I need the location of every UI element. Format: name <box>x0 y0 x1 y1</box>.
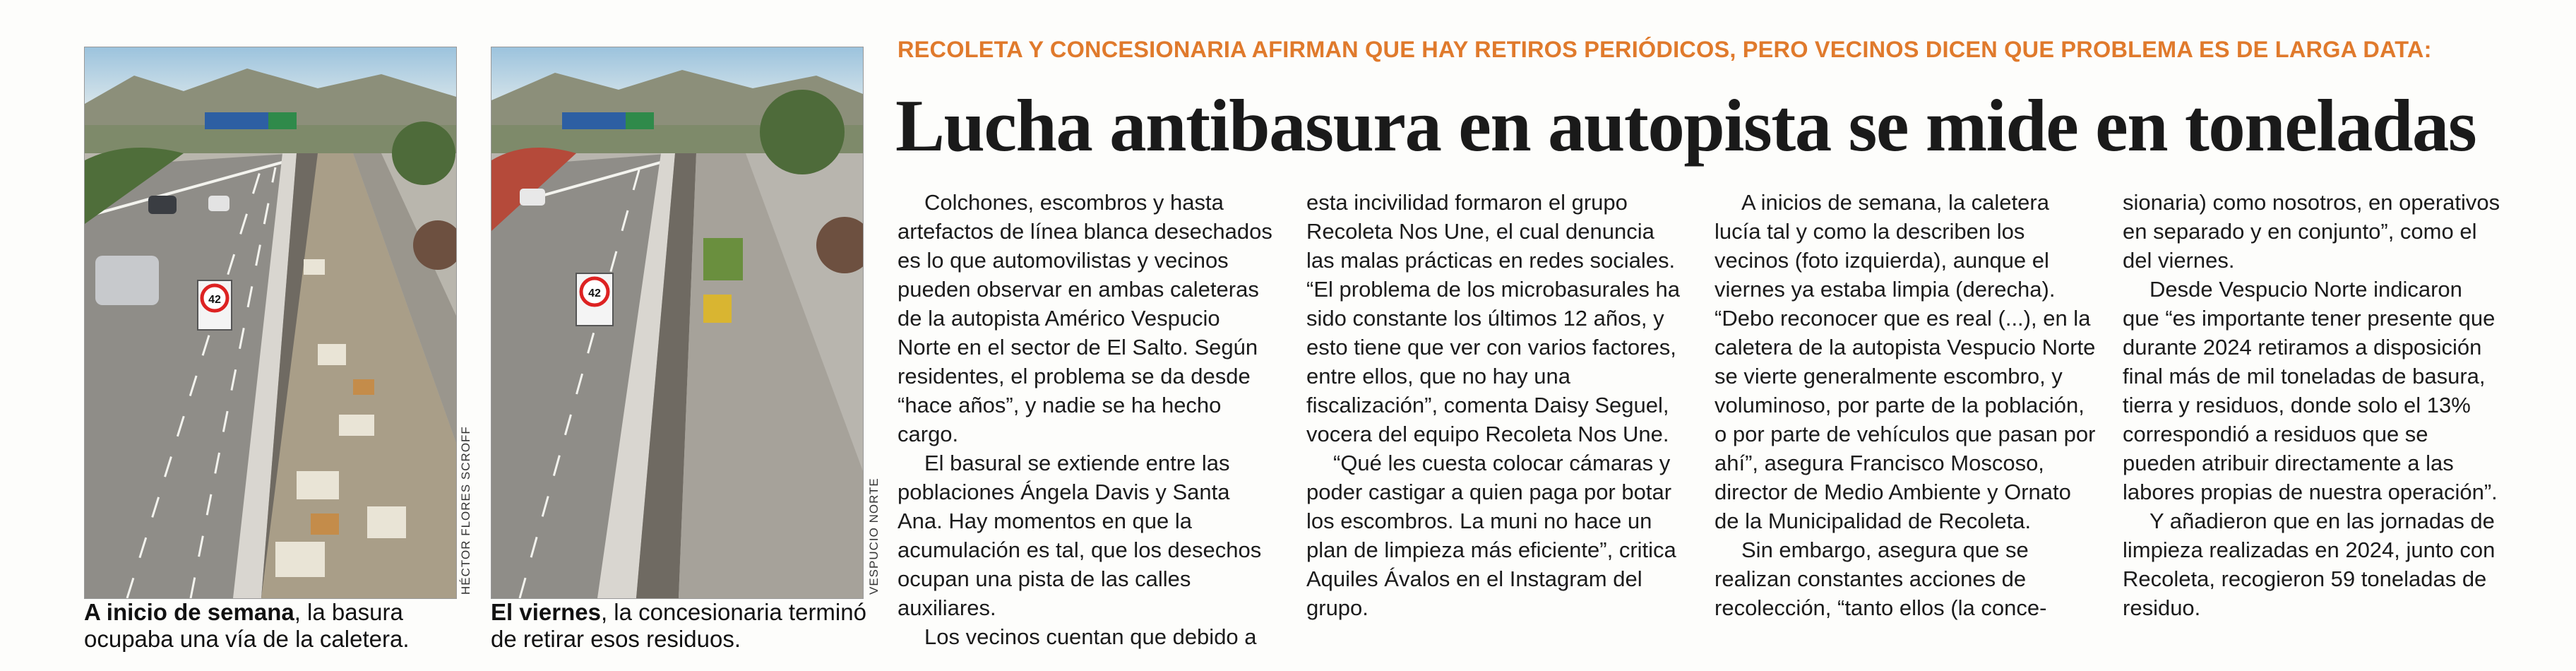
article-column-2 <box>1306 188 1688 622</box>
paragraph: A inicios de semana, la caletera lucía tal y como la describen los vecinos (foto izquierda), aunque el viernes ya estaba limpia (derecha). “Debo reconocer que es real (...), en la caletera de la autopista Vespucio Norte se vierte generalmente escombro, y voluminoso, por parte de la población, o por parte de vehículos que pasan por ahí”, asegura Francisco Moscoso, director de Medio Ambiente y Ornato de la Municipalidad de Recoleta. <box>1715 190 2096 533</box>
paragraph: Y añadieron que en las jornadas de limpieza realizadas en 2024, junto con Recoleta, recogieron 59 toneladas de residuo. <box>2123 509 2496 620</box>
paragraph: El basural se extiende entre las poblaciones Ángela Davis y Santa Ana. Hay momentos en que la acumulación es tal, que los desechos ocupan una pista de las calles auxiliares. <box>898 451 1262 620</box>
article-column-3 <box>1715 188 2096 622</box>
speed-sign-text: 42 <box>588 287 601 299</box>
paragraph: sionaria) como nosotros, en operativos en separado y en conjunto”, como el del viernes. <box>2123 190 2500 273</box>
photo-credit-2: VESPUCIO NORTE <box>867 477 881 595</box>
caption-lead: El viernes <box>491 599 601 625</box>
paragraph: esta incivilidad formaron el grupo Recoleta Nos Une, el cual denuncia las malas prácticas en redes sociales. “El problema de los microbasurales ha sido constante los últimos 12 años, y esto tiene que ver con varios factores, entre ellos, que no hay una fiscalización”, comenta Daisy Seguel, vocera del equipo Recoleta Nos Une. <box>1306 190 1680 446</box>
photo-trash-before <box>84 47 457 599</box>
caption-text: , la concesionaria terminó de retirar esos residuos. <box>491 599 866 652</box>
caption-text: , la basura ocupaba una vía de la caletera. <box>84 599 410 652</box>
article-column-1 <box>898 188 1279 651</box>
article-column-4 <box>2123 188 2504 622</box>
article-kicker: RECOLETA Y CONCESIONARIA AFIRMAN QUE HAY RETIROS PERIÓDICOS, PERO VECINOS DICEN QUE PROBLEMA ES DE LARGA DATA: <box>898 37 2432 62</box>
speed-sign-text: 42 <box>208 294 221 306</box>
photo-caption-2 <box>491 599 886 653</box>
photo-trash-after <box>491 47 864 599</box>
paragraph: Desde Vespucio Norte indicaron que “es importante tener presente que durante 2024 retiramos a disposición final más de mil toneladas de basura, tierra y residuos, donde solo el 13% correspondió a residuos que se pueden atribuir directamente a las labores propias de nuestra operación”. <box>2123 277 2498 504</box>
paragraph: Sin embargo, asegura que se realizan constantes acciones de recolección, “tanto ellos (la conce- <box>1715 538 2047 620</box>
article-headline: Lucha antibasura en autopista se mide en toneladas <box>895 84 2476 167</box>
paragraph: “Qué les cuesta colocar cámaras y poder castigar a quien paga por botar los escombros. La muni no hace un plan de limpieza más eficiente”, critica Aquiles Ávalos en el Instagram del grupo. <box>1306 451 1676 620</box>
caption-lead: A inicio de semana <box>84 599 294 625</box>
paragraph: Colchones, escombros y hasta artefactos de línea blanca desechados es lo que automovilistas y vecinos pueden observar en ambas caleteras de la autopista Américo Vespucio Norte en el sector de El Salto. Según residentes, el problema se da desde “hace años”, y nadie se ha hecho cargo. <box>898 190 1272 446</box>
photo-credit-1: HÉCTOR FLORES SCROFF <box>459 426 472 595</box>
photo-caption-1 <box>84 599 479 653</box>
paragraph: Los vecinos cuentan que debido a <box>924 624 1257 649</box>
